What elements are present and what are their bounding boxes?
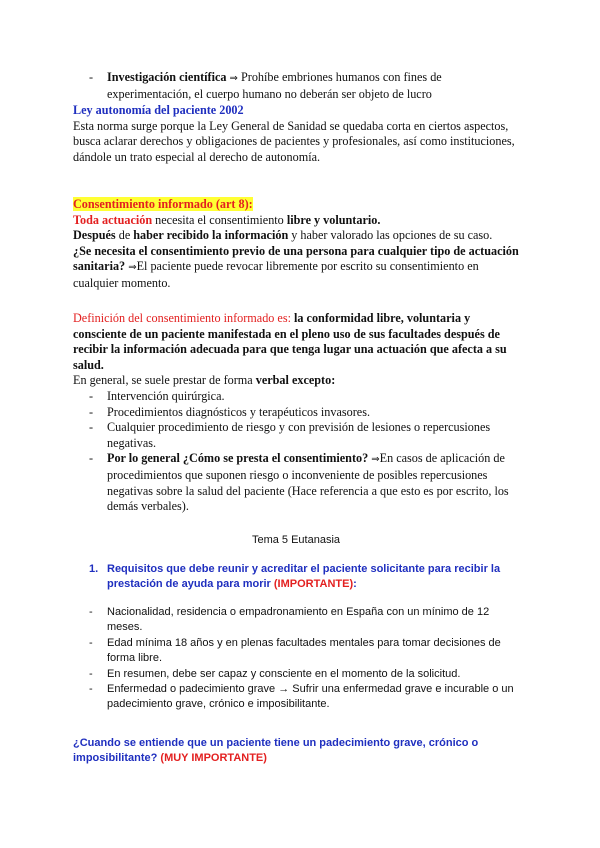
bullet-bold-label: Investigación científica — [107, 70, 227, 84]
requisitos-question: 1. Requisitos que debe reunir y acreditar el paciente solicitante para recibir la prestación de ayuda para morir (IMPORTANTE): — [89, 563, 501, 591]
requisitos-list — [73, 605, 519, 713]
list-item: - Intervención quirúrgica. — [89, 388, 225, 403]
section-title-ley-autonomia: Ley autonomía del paciente 2002 — [73, 103, 244, 117]
section-title-consentimiento: Consentimiento informado (art 8): — [73, 197, 253, 211]
list-item: - Nacionalidad, residencia o empadronamiento en España con un mínimo de 12 meses. — [89, 606, 490, 634]
list-item: - Procedimientos diagnósticos y terapéuticos invasores. — [89, 404, 370, 419]
consentimiento-block — [73, 197, 519, 292]
requisitos-question-block — [73, 562, 519, 593]
arrow-icon: ⇒ — [229, 73, 238, 84]
list-item-como-se-presta: - Por lo general ¿Cómo se presta el consentimiento? ⇒En casos de aplicación de procedimientos que suponen riesgo o inconveniente de posibles repercusiones negativas sobre la salud del paciente (Hace referencia a que esto es por escrito, los demás verbales). — [89, 451, 509, 514]
tema-5-heading: Tema 5 Eutanasia — [251, 534, 341, 546]
bullet-item-investigacion — [73, 70, 519, 102]
bullet-dash: - — [89, 70, 94, 84]
definicion-paragraph: Definición del consentimiento informado es: la conformidad libre, voluntaria y consciente de un paciente manifestada en el pleno uso de sus facultades después de recibir la información adecuada para que tenga lugar una actuación que afecta a su salud. — [73, 311, 507, 372]
ley-autonomia-block — [73, 103, 519, 165]
definicion-block — [73, 311, 519, 515]
padecimiento-question: ¿Cuando se entiende que un paciente tiene un padecimiento grave, crónico o imposibilitante? (MUY IMPORTANTE) — [73, 737, 479, 765]
ley-autonomia-body: Esta norma surge porque la Ley General de Sanidad se quedaba corta en ciertos aspectos, busca aclarar derechos y obligaciones de pacientes y profesionales, así como instituciones, dándole un trato especial al derecho de autonomía. — [73, 118, 515, 164]
list-item: - En resumen, debe ser capaz y consciente en el momento de la solicitud. — [89, 667, 461, 680]
consentimiento-question: ¿Se necesita el consentimiento previo de una persona para cualquier tipo de actuación sanitaria? ⇒El paciente puede revocar libremente por escrito su consentimiento en cualquier momento. — [73, 243, 519, 290]
consentimiento-line-1: Toda actuación necesita el consentimiento libre y voluntario. — [73, 212, 381, 227]
list-item: - Edad mínima 18 años y en plenas facultades mentales para tomar decisiones de forma libre. — [89, 636, 501, 665]
arrow-icon: ⇒ — [371, 454, 380, 466]
arrow-icon: ⇒ — [128, 262, 137, 274]
bullet-text: Prohíbe embriones humanos con fines de experimentación, el cuerpo humano no deberán ser objeto de lucro — [107, 70, 442, 101]
list-item: - Cualquier procedimiento de riesgo y con previsión de lesiones o repercusiones negativas. — [89, 420, 491, 450]
list-item: - Enfermedad o padecimiento grave → Sufrir una enfermedad grave e incurable o un padecimiento grave, crónico e imposibilitante. — [89, 683, 514, 711]
general-line: En general, se suele prestar de forma verbal excepto: — [73, 373, 336, 388]
research-bullet-block — [73, 70, 519, 102]
padecimiento-question-block — [73, 736, 519, 767]
consentimiento-line-2: Después de haber recibido la información y haber valorado las opciones de su caso. — [73, 228, 493, 243]
